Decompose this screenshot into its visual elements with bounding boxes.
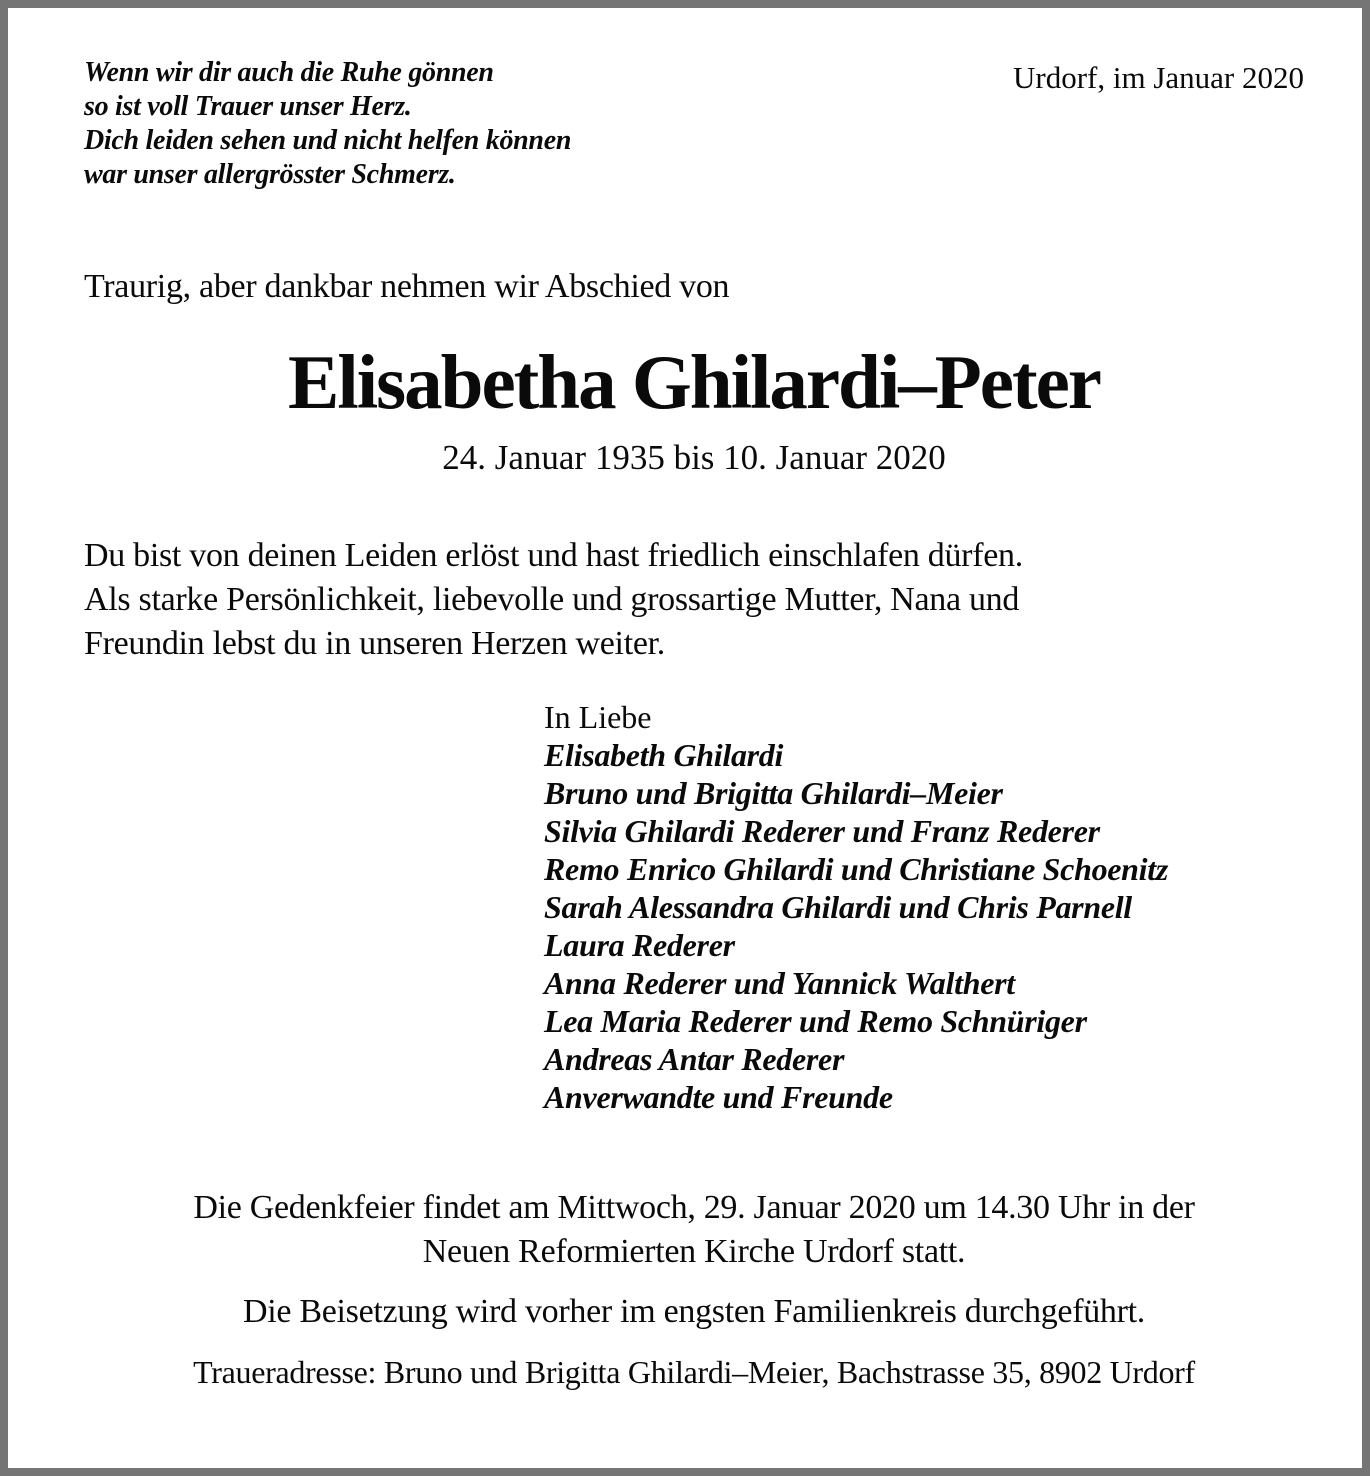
- tribute-line: Freundin lebst du in unseren Herzen weiter.: [84, 625, 665, 662]
- mourners-heading: In Liebe: [544, 699, 652, 735]
- poem-line: so ist voll Trauer unser Herz.: [84, 91, 412, 122]
- poem-line: war unser allergrösster Schmerz.: [84, 159, 456, 190]
- mourner-name: Elisabeth Ghilardi: [544, 737, 784, 773]
- memorial-service-info: [84, 1186, 1304, 1274]
- poem-line: Dich leiden sehen und nicht helfen können: [84, 125, 572, 156]
- intro-line: Traurig, aber dankbar nehmen wir Abschied von: [84, 268, 730, 305]
- burial-info: Die Beisetzung wird vorher im engsten Familienkreis durchgeführt.: [242, 1293, 1146, 1330]
- mourner-name: Bruno und Brigitta Ghilardi–Meier: [544, 775, 1003, 811]
- mourner-name: Lea Maria Rederer und Remo Schnüriger: [544, 1003, 1087, 1039]
- mourners-block: [544, 698, 1304, 1116]
- tribute-paragraph: [84, 534, 1304, 666]
- mourner-name: Silvia Ghilardi Rederer und Franz Rederer: [544, 813, 1100, 849]
- deceased-name: Elisabetha Ghilardi–Peter: [288, 339, 1100, 425]
- place-and-date: Urdorf, im Januar 2020: [1013, 60, 1304, 95]
- poem-line: Wenn wir dir auch die Ruhe gönnen: [84, 57, 494, 88]
- obituary-content: [8, 8, 1362, 1392]
- mourner-name: Sarah Alessandra Ghilardi und Chris Parnell: [544, 889, 1132, 925]
- mourner-name: Anverwandte und Freunde: [544, 1079, 893, 1115]
- header-row: [84, 56, 1304, 192]
- tribute-line: Du bist von deinen Leiden erlöst und hast friedlich einschlafen dürfen.: [84, 537, 1023, 574]
- mourner-name: Anna Rederer und Yannick Walthert: [544, 965, 1015, 1001]
- life-dates: 24. Januar 1935 bis 10. Januar 2020: [442, 438, 946, 477]
- mourner-name: Remo Enrico Ghilardi und Christiane Schoenitz: [544, 851, 1169, 887]
- mourning-address: Traueradresse: Bruno und Brigitta Ghilardi–Meier, Bachstrasse 35, 8902 Urdorf: [193, 1354, 1195, 1390]
- mourner-name: Andreas Antar Rederer: [544, 1041, 845, 1077]
- memorial-line: Neuen Reformierten Kirche Urdorf statt.: [422, 1233, 966, 1270]
- epigraph-poem: [84, 56, 571, 192]
- memorial-line: Die Gedenkfeier findet am Mittwoch, 29. Januar 2020 um 14.30 Uhr in der: [193, 1189, 1195, 1226]
- mourner-name: Laura Rederer: [544, 927, 735, 963]
- tribute-line: Als starke Persönlichkeit, liebevolle und grossartige Mutter, Nana und: [84, 581, 1020, 618]
